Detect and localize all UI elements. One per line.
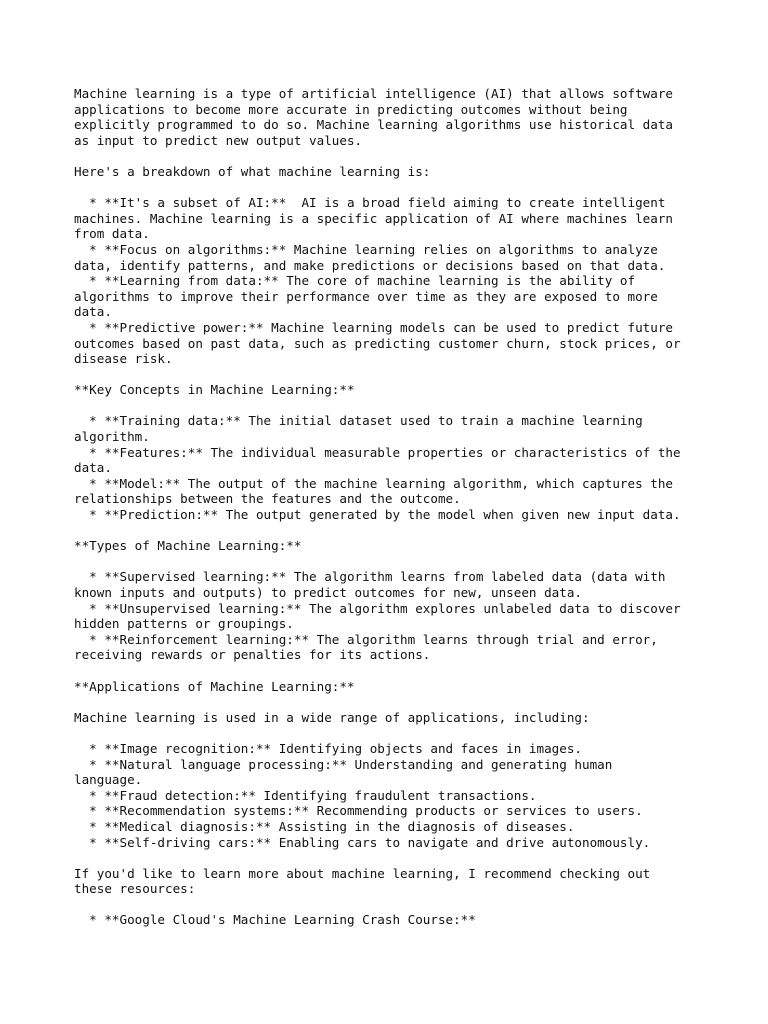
text-line: * **Prediction:** The output generated by the model when given new input data. (74, 507, 681, 523)
text-line: receiving rewards or penalties for its actions. (74, 647, 431, 663)
text-line: applications to become more accurate in predicting outcomes without being (74, 101, 628, 117)
blank-line (74, 725, 754, 741)
text-line: * **Learning from data:** The core of machine learning is the ability of (74, 273, 636, 289)
text-line: * **It's a subset of AI:** AI is a broad field aiming to create intelligent (74, 195, 666, 211)
text-line: * **Model:** The output of the machine learning algorithm, which captures the (74, 475, 673, 491)
text-line: algorithm. (74, 429, 150, 445)
text-line: explicitly programmed to do so. Machine learning algorithms use historical data (74, 117, 673, 133)
text-line: * **Reinforcement learning:** The algorithm learns through trial and error, (74, 631, 658, 647)
text-line: * **Fraud detection:** Identifying fraudulent transactions. (74, 787, 537, 803)
text-line: data, identify patterns, and make predictions or decisions based on that data. (74, 257, 666, 273)
text-line: data. (74, 304, 112, 320)
text-line: **Applications of Machine Learning:** (74, 678, 355, 694)
text-line: Machine learning is a type of artificial intelligence (AI) that allows software (74, 86, 673, 101)
text-line: disease risk. (74, 351, 173, 367)
text-line: Here's a breakdown of what machine learning is: (74, 163, 431, 179)
blank-line (74, 180, 754, 196)
blank-line (74, 148, 754, 164)
blank-line (74, 694, 754, 710)
text-line: * **Image recognition:** Identifying objects and faces in images. (74, 740, 582, 756)
document-body (74, 86, 754, 928)
blank-line (74, 398, 754, 414)
text-line: * **Supervised learning:** The algorithm learns from labeled data (data with (74, 569, 666, 585)
text-line: hidden patterns or groupings. (74, 616, 294, 632)
text-line: data. (74, 460, 112, 476)
text-line: algorithms to improve their performance over time as they are exposed to more (74, 288, 658, 304)
text-line: language. (74, 772, 143, 788)
text-line: **Key Concepts in Machine Learning:** (74, 382, 355, 398)
text-line: **Types of Machine Learning:** (74, 538, 302, 554)
text-line: * **Natural language processing:** Understanding and generating human (74, 756, 613, 772)
text-line: * **Recommendation systems:** Recommending products or services to users. (74, 803, 643, 819)
text-line: * **Medical diagnosis:** Assisting in the diagnosis of diseases. (74, 818, 575, 834)
text-line: relationships between the features and the outcome. (74, 491, 461, 507)
text-line: * **Google Cloud's Machine Learning Crash Course:** (74, 912, 476, 928)
text-line: * **Features:** The individual measurable properties or characteristics of the (74, 444, 681, 460)
text-line: as input to predict new output values. (74, 132, 363, 148)
text-line: * **Training data:** The initial dataset used to train a machine learning (74, 413, 643, 429)
blank-line (74, 554, 754, 570)
text-line: from data. (74, 226, 150, 242)
text-line: known inputs and outputs) to predict outcomes for new, unseen data. (74, 585, 582, 600)
text-line: If you'd like to learn more about machine learning, I recommend checking out (74, 865, 651, 881)
text-line: * **Predictive power:** Machine learning models can be used to predict future (74, 319, 673, 335)
blank-line (74, 897, 754, 913)
text-line: * **Focus on algorithms:** Machine learning relies on algorithms to analyze (74, 241, 658, 257)
text-line: machines. Machine learning is a specific application of AI where machines learn (74, 210, 673, 226)
text-line: * **Unsupervised learning:** The algorithm explores unlabeled data to discover (74, 600, 681, 616)
text-line: outcomes based on past data, such as predicting customer churn, stock prices, or (74, 335, 681, 351)
text-line: Machine learning is used in a wide range of applications, including: (74, 709, 590, 725)
text-line: * **Self-driving cars:** Enabling cars to navigate and drive autonomously. (74, 834, 651, 850)
blank-line (74, 523, 754, 539)
blank-line (74, 850, 754, 866)
blank-line (74, 663, 754, 679)
text-line: these resources: (74, 881, 196, 897)
blank-line (74, 367, 754, 383)
